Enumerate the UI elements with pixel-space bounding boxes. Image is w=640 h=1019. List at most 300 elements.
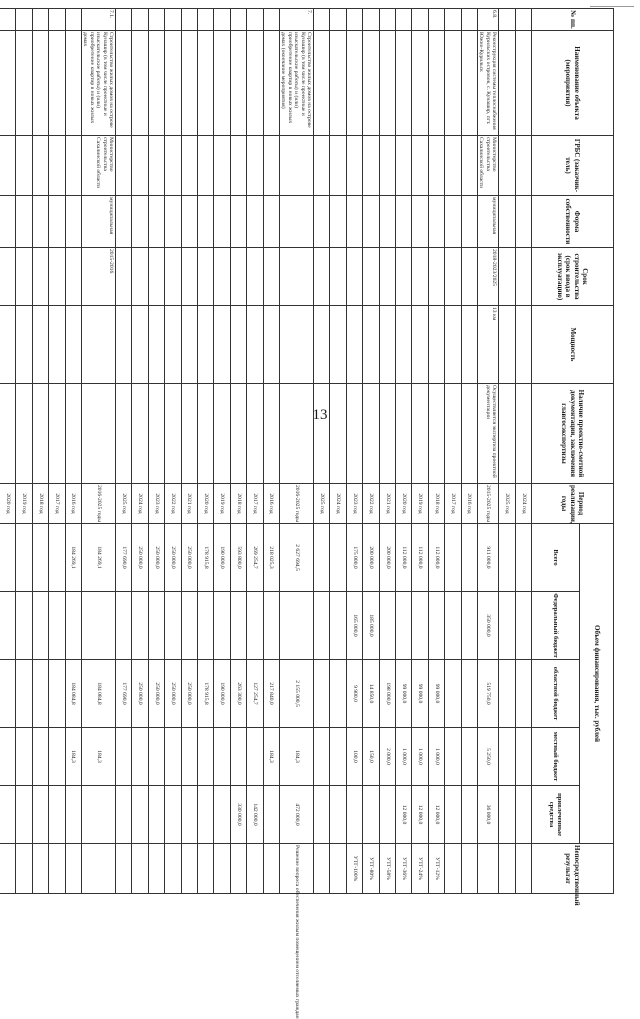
ownership-cell [32,196,48,248]
table-row [81,9,115,894]
result-cell [230,844,246,894]
design-docs-cell [16,384,32,484]
object-name-cell [330,31,346,136]
local-cell [445,728,461,786]
grbs-cell [379,136,395,196]
table-row [263,9,279,894]
row-number-cell [148,9,164,31]
construction-term-cell: 2018-2023/2025 [477,248,498,306]
capacity-cell [132,306,148,384]
object-name-cell [214,31,230,136]
period-cell: 2019 год [412,484,428,524]
construction-term-cell [379,248,395,306]
table-row [0,9,16,894]
result-cell: УТГ-12% [428,844,444,894]
regional-cell [314,660,330,728]
attracted-cell [32,786,48,844]
ownership-cell [263,196,279,248]
total-cell: 184 269,1 [65,524,81,592]
attracted-cell [181,786,197,844]
regional-cell: 250 000,0 [132,660,148,728]
federal-cell: 165 000,0 [346,592,362,660]
capacity-cell [181,306,197,384]
local-cell: 184,3 [263,728,279,786]
result-cell [0,844,16,894]
object-name-cell [247,31,263,136]
object-name-cell [65,31,81,136]
total-cell [32,524,48,592]
local-cell: 184,3 [279,728,313,786]
construction-term-cell [461,248,477,306]
federal-cell [181,592,197,660]
period-cell: 2021 год [181,484,197,524]
regional-cell: 217 840,0 [263,660,279,728]
row-number-cell [515,9,531,31]
design-docs-cell [65,384,81,484]
table-row [346,9,362,894]
regional-cell: 184 084,8 [65,660,81,728]
row-number-cell [499,9,515,31]
row-number-cell [330,9,346,31]
design-docs-cell [148,384,164,484]
object-name-cell [148,31,164,136]
local-cell [461,728,477,786]
regional-cell: 177 690,0 [116,660,132,728]
regional-cell [330,660,346,728]
object-name-cell [263,31,279,136]
capacity-cell [461,306,477,384]
local-cell [32,728,48,786]
grbs-cell: Министерство строительства Сахалинской области [81,136,115,196]
ownership-cell [181,196,197,248]
grbs-cell [148,136,164,196]
ownership-cell [165,196,181,248]
grbs-cell [314,136,330,196]
ownership-cell [197,196,213,248]
period-cell: 2020 год [197,484,213,524]
period-cell: 2015-2025 годы [477,484,498,524]
construction-term-cell [515,248,531,306]
total-cell [445,524,461,592]
federal-cell [330,592,346,660]
local-cell [247,728,263,786]
attracted-cell [148,786,164,844]
design-docs-cell [314,384,330,484]
federal-cell [247,592,263,660]
result-cell [181,844,197,894]
regional-cell: 250 000,0 [181,660,197,728]
capacity-cell [116,306,132,384]
ownership-cell [379,196,395,248]
period-cell: 2016-2025 годы [279,484,313,524]
regional-cell: 99 000,0 [428,660,444,728]
period-cell: 2022 год [363,484,379,524]
table-row [165,9,181,894]
table-row [477,9,498,894]
capacity-cell [65,306,81,384]
row-number-cell [197,9,213,31]
row-number-cell [346,9,362,31]
design-docs-cell [247,384,263,484]
capacity-cell [81,306,115,384]
attracted-cell [65,786,81,844]
local-cell [49,728,65,786]
federal-cell [65,592,81,660]
attracted-cell [346,786,362,844]
attracted-cell [81,786,115,844]
regional-cell: 127 254,7 [247,660,263,728]
object-name-cell [314,31,330,136]
design-docs-cell: Осуществляется экспертиза проектной документации [477,384,498,484]
local-cell: 1 000,0 [396,728,412,786]
top-rule [590,6,634,7]
federal-cell [515,592,531,660]
attracted-cell [165,786,181,844]
total-cell: 250 000,0 [165,524,181,592]
capacity-cell [314,306,330,384]
design-docs-cell [515,384,531,484]
grbs-cell [197,136,213,196]
result-cell [148,844,164,894]
ownership-cell [461,196,477,248]
row-number-cell [314,9,330,31]
row-number-cell [16,9,32,31]
total-cell: 911 000,0 [477,524,498,592]
grbs-cell [346,136,362,196]
total-cell: 200 000,0 [363,524,379,592]
object-name-cell [499,31,515,136]
ownership-cell [396,196,412,248]
attracted-cell [197,786,213,844]
grbs-cell [65,136,81,196]
period-cell: 2021 год [379,484,395,524]
table-body [0,9,532,1019]
header-ownership: Форма собственности [532,196,614,248]
period-cell: 2025 год [314,484,330,524]
local-cell [214,728,230,786]
attracted-cell [314,786,330,844]
object-name-cell [515,31,531,136]
total-cell [0,524,16,592]
local-cell [330,728,346,786]
attracted-cell: 12 000,0 [396,786,412,844]
total-cell [16,524,32,592]
header-funding-volume: Объем финансирования, тыс. рублей [580,524,614,844]
table-row [181,9,197,894]
construction-term-cell [132,248,148,306]
header-total: Всего [532,524,580,592]
federal-cell [412,592,428,660]
object-name-cell [49,31,65,136]
period-cell: 2024 год [330,484,346,524]
attracted-cell: 12 000,0 [412,786,428,844]
row-number-cell [32,9,48,31]
result-cell [16,844,32,894]
construction-term-cell [279,248,313,306]
regional-cell: 184 084,8 [81,660,115,728]
design-docs-cell [32,384,48,484]
total-cell: 177 690,0 [116,524,132,592]
regional-cell: 9 900,0 [346,660,362,728]
local-cell: 100,0 [346,728,362,786]
local-cell: 184,3 [65,728,81,786]
construction-term-cell [165,248,181,306]
row-number-cell [445,9,461,31]
local-cell [314,728,330,786]
header-object-name: Наименование объекта (мероприятия) [532,31,614,136]
period-cell: 2018 год [32,484,48,524]
regional-cell [32,660,48,728]
regional-cell: 99 000,0 [412,660,428,728]
grbs-cell: Министерство строительства Сахалинской области [477,136,498,196]
object-name-cell: Реконструкция системы теплоснабжения Курильских островов, с. Кунашир, пгт. Южно-Курильск [477,31,498,136]
local-cell [181,728,197,786]
federal-cell [197,592,213,660]
row-number-cell [49,9,65,31]
object-name-cell [445,31,461,136]
federal-cell [461,592,477,660]
period-cell: 2020 год [0,484,16,524]
ownership-cell [148,196,164,248]
period-cell: 2023 год [346,484,362,524]
regional-cell: 14 850,0 [363,660,379,728]
table-row [214,9,230,894]
row-number-cell [247,9,263,31]
object-name-cell [32,31,48,136]
design-docs-cell [230,384,246,484]
grbs-cell [412,136,428,196]
regional-cell [49,660,65,728]
result-cell [461,844,477,894]
result-cell [165,844,181,894]
capacity-cell [230,306,246,384]
design-docs-cell [116,384,132,484]
capacity-cell [330,306,346,384]
capacity-cell [49,306,65,384]
attracted-cell [515,786,531,844]
design-docs-cell [412,384,428,484]
grbs-cell [445,136,461,196]
construction-term-cell [412,248,428,306]
capacity-cell [247,306,263,384]
design-docs-cell [428,384,444,484]
table-row [230,9,246,894]
regional-cell [499,660,515,728]
total-cell: 178 915,8 [197,524,213,592]
period-cell: 2016 год [461,484,477,524]
row-number-cell: 6.8. [477,9,498,31]
design-docs-cell [461,384,477,484]
table-row [428,9,444,894]
object-name-cell [230,31,246,136]
design-docs-cell [181,384,197,484]
total-cell [49,524,65,592]
local-cell [132,728,148,786]
header-grbs: ГРБС (заказчик-тель) [532,136,614,196]
construction-term-cell [197,248,213,306]
row-number-cell: 7.1. [81,9,115,31]
design-docs-cell [81,384,115,484]
object-name-cell [165,31,181,136]
construction-term-cell [116,248,132,306]
object-name-cell [16,31,32,136]
federal-cell [165,592,181,660]
table-row [515,9,531,894]
header-no: № пп. [532,9,614,31]
local-cell [0,728,16,786]
regional-cell: 2 155 000,5 [279,660,313,728]
capacity-cell [0,306,16,384]
table-row [65,9,81,894]
object-name-cell [197,31,213,136]
federal-cell [16,592,32,660]
federal-cell [263,592,279,660]
period-cell: 2017 год [445,484,461,524]
row-number-cell [363,9,379,31]
result-cell [116,844,132,894]
attracted-cell [445,786,461,844]
object-name-cell: Строительство жилых домов на острове Кунашир (в том числе проектные и изыскательские работы) и (или) приобретение квартир в новых жилых домах [81,31,115,136]
table-row [116,9,132,894]
grbs-cell [363,136,379,196]
construction-term-cell [65,248,81,306]
total-cell: 269 254,7 [247,524,263,592]
row-number-cell [132,9,148,31]
table-row [197,9,213,894]
total-cell: 190 000,0 [214,524,230,592]
federal-cell [116,592,132,660]
grbs-cell [263,136,279,196]
total-cell [330,524,346,592]
construction-term-cell [445,248,461,306]
ownership-cell [132,196,148,248]
attracted-cell: 12 000,0 [428,786,444,844]
attracted-cell [0,786,16,844]
regional-cell [515,660,531,728]
local-cell [197,728,213,786]
capacity-cell [412,306,428,384]
ownership-cell [247,196,263,248]
ownership-cell [49,196,65,248]
ownership-cell [445,196,461,248]
result-cell [263,844,279,894]
result-cell [477,844,498,894]
table-row [32,9,48,894]
table-row [379,9,395,894]
local-cell [116,728,132,786]
federal-cell [314,592,330,660]
construction-term-cell [396,248,412,306]
grbs-cell [132,136,148,196]
period-cell: 2016 год [263,484,279,524]
regional-cell: 178 915,8 [197,660,213,728]
row-number-cell [214,9,230,31]
ownership-cell [346,196,362,248]
row-number-cell [379,9,395,31]
rotated-sheet [4,8,614,1019]
result-cell [81,844,115,894]
ownership-cell [279,196,313,248]
ownership-cell [65,196,81,248]
total-cell: 112 000,0 [412,524,428,592]
attracted-cell [16,786,32,844]
period-cell: 2025 год [116,484,132,524]
object-name-cell [428,31,444,136]
row-number-cell [461,9,477,31]
object-name-cell [346,31,362,136]
local-cell: 1 000,0 [412,728,428,786]
grbs-cell [515,136,531,196]
table-row [49,9,65,894]
regional-cell [16,660,32,728]
regional-cell [461,660,477,728]
object-name-cell: Строительство жилых домов на острове Кунашир (в том числе проектные и изыскательские работы) и (или) приобретение квартир в новых жилых домах (окончание мероприятия) [279,31,313,136]
design-docs-cell [0,384,16,484]
construction-term-cell [16,248,32,306]
ownership-cell [314,196,330,248]
object-name-cell [379,31,395,136]
result-cell: УТГ-36% [396,844,412,894]
design-docs-cell [363,384,379,484]
capacity-cell [32,306,48,384]
design-docs-cell [346,384,362,484]
header-construction-term: Срок строительства (срок ввода в эксплуатацию) [532,248,614,306]
program-table [0,8,614,1019]
grbs-cell [461,136,477,196]
capacity-cell: 13 км [477,306,498,384]
construction-term-cell: 2015-2016 [81,248,115,306]
capacity-cell [279,306,313,384]
local-cell: 5 250,0 [477,728,498,786]
construction-term-cell [32,248,48,306]
construction-term-cell [499,248,515,306]
period-cell: 2019 год [16,484,32,524]
design-docs-cell [396,384,412,484]
regional-cell [0,660,16,728]
grbs-cell [330,136,346,196]
local-cell [148,728,164,786]
federal-cell [32,592,48,660]
ownership-cell [412,196,428,248]
design-docs-cell [214,384,230,484]
table-row [314,9,330,894]
attracted-cell [116,786,132,844]
ownership-cell [330,196,346,248]
local-cell [165,728,181,786]
design-docs-cell [499,384,515,484]
header-local: местный бюджет [532,728,580,786]
result-cell [197,844,213,894]
grbs-cell [32,136,48,196]
total-cell: 250 000,0 [181,524,197,592]
grbs-cell [49,136,65,196]
ownership-cell: муниципальная [477,196,498,248]
page-number: 13 [312,407,328,423]
row-number-cell [165,9,181,31]
federal-cell [132,592,148,660]
object-name-cell [132,31,148,136]
row-number-cell [181,9,197,31]
capacity-cell [214,306,230,384]
ownership-cell [515,196,531,248]
grbs-cell [396,136,412,196]
capacity-cell [396,306,412,384]
attracted-cell [379,786,395,844]
grbs-cell [499,136,515,196]
construction-term-cell [148,248,164,306]
result-cell [49,844,65,894]
result-cell [65,844,81,894]
